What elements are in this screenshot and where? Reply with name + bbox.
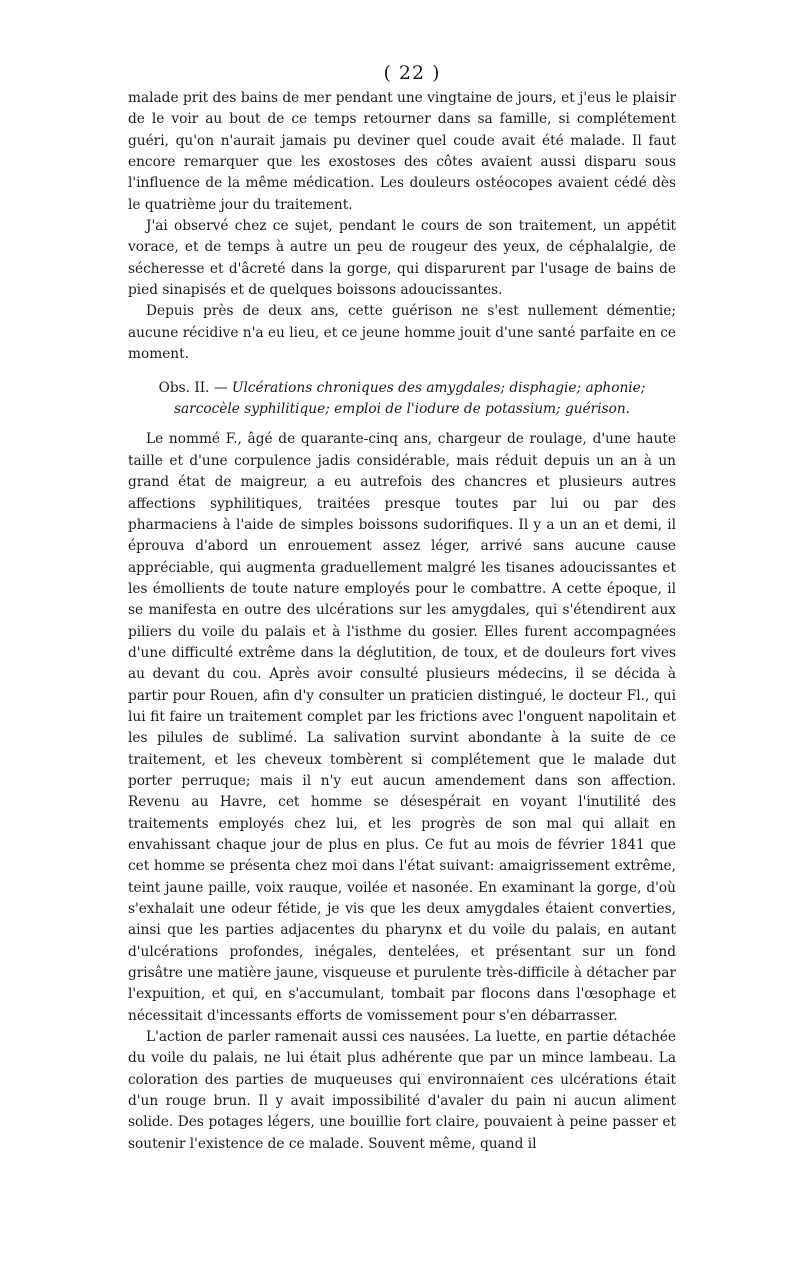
- paragraph: Le nommé F., âgé de quarante-cinq ans, chargeur de roulage, d'une haute taille et d'une corpulence jadis considérable, mais réduit depuis un an à un grand état de maigreur, a eu autrefois des chancres et plusieurs autres affections syphilitiques, traitées presque toutes par lui ou par des pharmaciens à l'aide de simples boissons sudorifiques. Il y a un an et demi, il éprouva d'abord un enrouement assez léger, arrivé sans aucune cause appréciable, qui augmenta graduellement malgré les tisanes adoucissantes et les émollients de toute nature employés pour le combattre. A cette époque, il se manifesta en outre des ulcérations sur les amygdales, qui s'étendirent aux piliers du voile du palais et à l'isthme du gosier. Elles furent accompagnées d'une difficulté extrême dans la déglutition, de toux, et de douleurs fort vives au devant du cou. Après avoir consulté plusieurs médecins, il se décida à partir pour Rouen, afin d'y consulter un praticien distingué, le docteur Fl., qui lui fit faire un traitement complet par les frictions avec l'onguent napolitain et les pilules de sublimé. La salivation survint abondante à la suite de ce traitement, et les cheveux tombèrent si complétement que le malade dut porter perruque; mais il n'y eut aucun amendement dans son affection. Revenu au Havre, cet homme se désespérait en voyant l'inutilité des traitements employés chez lui, et les progrès de son mal qui allait en envahissant chaque jour de plus en plus. Ce fut au mois de février 1841 que cet homme se présenta chez moi dans l'état suivant: amaigrissement extrême, teint jaune paille, voix rauque, voilée et nasonée. En examinant la gorge, d'où s'exhalait une odeur fétide, je vis que les deux amygdales étaient converties, ainsi que les parties adjacentes du pharynx et du voile du palais, en autant d'ulcérations profondes, inégales, dentelées, et présentant sur un fond grisâtre une matière jaune, visqueuse et purulente très-difficile à détacher par l'expuition, et qui, en s'accumulant, tombait par flocons dans l'œsophage et nécessitait d'incessants efforts de vomissement pour s'en débarrasser.: [128, 431, 676, 1024]
- paragraph-continued: malade prit des bains de mer pendant une vingtaine de jours, et j'eus le plaisir de le voir au bout de ce temps retourner dans sa famille, si complétement guéri, qu'on n'aurait jamais pu deviner quel coude avait été malade. Il faut encore remarquer que les exostoses des côtes avaient aussi disparu sous l'influence de la même médication. Les douleurs ostéocopes avaient cédé dès le quatrième jour du traitement.: [128, 90, 676, 213]
- paragraph: L'action de parler ramenait aussi ces nausées. La luette, en partie détachée du voile du palais, ne lui était plus adhérente que par un mince lambeau. La coloration des parties de muqueuses qui environnaient ces ulcérations était d'un rouge brun. Il y avait impossibilité d'avaler du pain ni aucun aliment solide. Des potages légers, une bouillie fort claire, pouvaient à peine passer et soutenir l'existence de ce malade. Souvent même, quand il: [128, 1029, 676, 1152]
- paragraph: Depuis près de deux ans, cette guérison ne s'est nullement démentie; aucune récidive n'a eu lieu, et ce jeune homme jouit d'une santé parfaite en ce moment.: [128, 303, 676, 363]
- observation-label: Obs. II. —: [158, 380, 232, 397]
- observation-title: Ulcérations chroniques des amygdales; disphagie; aphonie; sarcocèle syphilitique; emploi de l'iodure de potassium; guérison.: [173, 380, 646, 418]
- text-block-before: [128, 88, 676, 365]
- text-block-after: [128, 429, 676, 1155]
- page-number: ( 22 ): [383, 62, 441, 84]
- book-page: [128, 58, 676, 1155]
- paragraph: J'ai observé chez ce sujet, pendant le cours de son traitement, un appétit vorace, et de temps à autre un peu de rougeur des yeux, de céphalalgie, de sécheresse et d'âcreté dans la gorge, qui disparurent par l'usage de bains de pied sinapisés et de quelques boissons adoucissantes.: [128, 218, 676, 299]
- observation-heading: [128, 378, 676, 420]
